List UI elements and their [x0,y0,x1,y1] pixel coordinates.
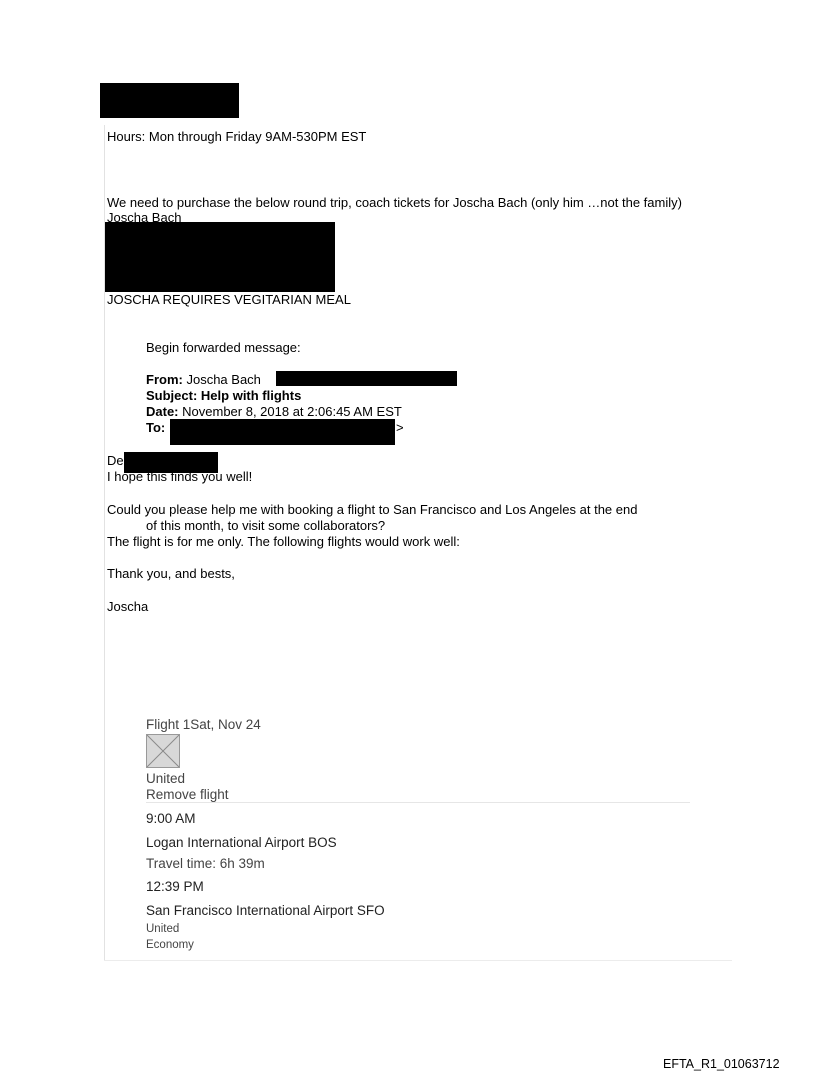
from-value: Joscha Bach [186,372,261,387]
date-label: Date: [146,404,179,419]
carrier: United [146,923,180,935]
message-line-3: The flight is for me only. The following flights would work well: [107,534,460,549]
redaction-address [105,222,335,292]
to-tail: > [396,420,404,435]
depart-time: 9:00 AM [146,811,196,826]
travel-time: Travel time: 6h 39m [146,856,265,871]
subject-label: Subject: [146,388,198,403]
cabin-class: Economy [146,939,194,951]
signature: Joscha [107,599,149,614]
broken-image-icon [146,734,180,768]
quote-border [104,125,105,960]
flight-header: Flight 1Sat, Nov 24 [146,717,261,732]
message-line-1: I hope this finds you well! [107,469,253,484]
arrive-time: 12:39 PM [146,879,204,894]
redaction-from-email [276,371,457,386]
redaction-to-email [170,419,395,445]
quote-bottom-border [104,960,732,961]
depart-airport: Logan International Airport BOS [146,835,337,850]
purchase-request: We need to purchase the below round trip, coach tickets for Joscha Bach (only him …not the family) [107,195,682,210]
greeting: Dea [107,453,131,468]
redaction-header [100,83,239,118]
flight-divider [146,802,690,803]
meal-note: JOSCHA REQUIRES VEGITARIAN MEAL [107,292,351,307]
forward-intro: Begin forwarded message: [146,340,301,355]
from-line [146,372,261,388]
passenger-name: Joscha Bach [107,210,182,225]
from-label: From: [146,372,183,387]
to-label: To: [146,420,166,435]
date-line [146,404,402,420]
message-line-2a: Could you please help me with booking a flight to San Francisco and Los Angeles at the end [107,502,638,517]
document-id: EFTA_R1_01063712 [663,1057,780,1071]
thanks-line: Thank you, and bests, [107,566,235,581]
arrive-airport: San Francisco International Airport SFO [146,903,385,918]
date-value: November 8, 2018 at 2:06:45 AM EST [182,404,402,419]
hours-line: Hours: Mon through Friday 9AM-530PM EST [107,129,367,144]
subject-value: Help with flights [200,388,302,403]
subject-line [146,388,301,404]
remove-flight-link[interactable]: Remove flight [146,787,229,802]
airline-name: United [146,771,186,786]
message-line-2b: of this month, to visit some collaborators? [146,518,386,533]
